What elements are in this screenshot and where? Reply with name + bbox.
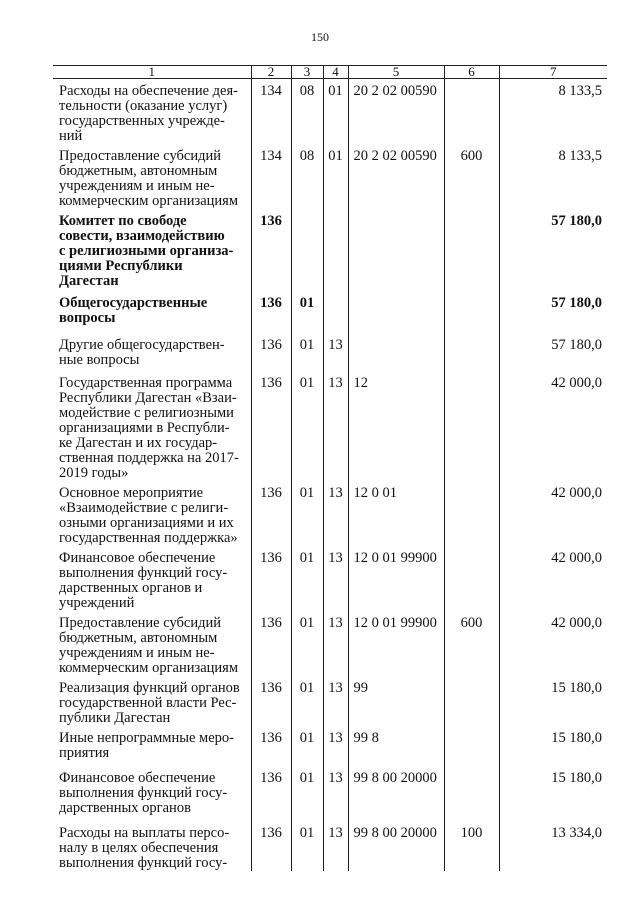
- section-code-cell: 08: [291, 79, 323, 145]
- row-name-line: государственная поддержка»: [59, 530, 238, 546]
- row-name-cell: [53, 209, 251, 291]
- row-name-cell: [53, 676, 251, 726]
- subsection-code-cell: 13: [323, 766, 348, 821]
- row-name-line: государственных учрежде-: [59, 113, 225, 129]
- row-name-line: бюджетным, автономным: [59, 630, 218, 646]
- row-name-line: Комитет по свободе: [59, 213, 187, 229]
- subsection-code-cell: 01: [323, 79, 348, 145]
- row-name-line: налу в целях обеспечения: [59, 840, 219, 856]
- expense-type-cell: 100: [444, 821, 499, 871]
- subsection-code-cell: 13: [323, 676, 348, 726]
- row-name-line: вопросы: [59, 310, 116, 326]
- row-name-line: озными организациями и их: [59, 515, 234, 531]
- section-code-cell: 01: [291, 333, 323, 371]
- row-name-line: ные вопросы: [59, 352, 140, 368]
- row-name-line: государственной власти Рес-: [59, 695, 237, 711]
- row-name-line: дарственных органов: [59, 800, 191, 816]
- target-article-cell: 12: [348, 371, 444, 481]
- subsection-code-cell: [323, 291, 348, 333]
- table-row: [53, 821, 607, 871]
- admin-code-cell: 136: [251, 766, 291, 821]
- subsection-code-cell: 13: [323, 333, 348, 371]
- row-name-line: с религиозными организа-: [59, 243, 234, 259]
- amount-cell: 57 180,0: [499, 291, 607, 333]
- table-row: [53, 611, 607, 676]
- header-col-2: 2: [251, 66, 291, 79]
- target-article-cell: 12 0 01 99900: [348, 611, 444, 676]
- admin-code-cell: 136: [251, 611, 291, 676]
- admin-code-cell: 134: [251, 79, 291, 145]
- row-name-line: модействие с религиозными: [59, 405, 234, 421]
- row-name-line: выполнения функций госу-: [59, 785, 228, 801]
- expense-type-cell: [444, 766, 499, 821]
- subsection-code-cell: 13: [323, 371, 348, 481]
- row-name-line: «Взаимодействие с религи-: [59, 500, 229, 516]
- section-code-cell: [291, 209, 323, 291]
- admin-code-cell: 136: [251, 371, 291, 481]
- row-name-cell: [53, 546, 251, 611]
- amount-cell: 8 133,5: [499, 144, 607, 209]
- amount-cell: 15 180,0: [499, 676, 607, 726]
- amount-cell: 57 180,0: [499, 333, 607, 371]
- subsection-code-cell: 13: [323, 726, 348, 766]
- row-name-line: Реализация функций органов: [59, 680, 240, 696]
- expense-type-cell: [444, 481, 499, 546]
- row-name-line: Государственная программа: [59, 375, 233, 391]
- row-name-cell: [53, 144, 251, 209]
- row-name-line: ственная поддержка на 2017-: [59, 450, 239, 466]
- header-col-4: 4: [323, 66, 348, 79]
- subsection-code-cell: 13: [323, 546, 348, 611]
- expense-type-cell: 600: [444, 144, 499, 209]
- row-name-line: тельности (оказание услуг): [59, 98, 228, 114]
- row-name-line: Предоставление субсидий: [59, 615, 222, 631]
- page-number: 150: [311, 30, 329, 44]
- row-name-line: бюджетным, автономным: [59, 163, 218, 179]
- amount-cell: 57 180,0: [499, 209, 607, 291]
- subsection-code-cell: 13: [323, 481, 348, 546]
- subsection-code-cell: 01: [323, 144, 348, 209]
- table-row: [53, 333, 607, 371]
- table-row: [53, 766, 607, 821]
- amount-cell: 42 000,0: [499, 546, 607, 611]
- amount-cell: 15 180,0: [499, 766, 607, 821]
- row-name-line: приятия: [59, 745, 110, 761]
- row-name-line: Расходы на обеспечение дея-: [59, 83, 238, 99]
- target-article-cell: [348, 333, 444, 371]
- row-name-line: Основное мероприятие: [59, 485, 204, 501]
- expense-type-cell: [444, 79, 499, 145]
- expense-type-cell: [444, 333, 499, 371]
- header-col-3: 3: [291, 66, 323, 79]
- admin-code-cell: 136: [251, 481, 291, 546]
- subsection-code-cell: 13: [323, 611, 348, 676]
- admin-code-cell: 134: [251, 144, 291, 209]
- row-name-line: Другие общегосударствен-: [59, 337, 225, 353]
- expense-type-cell: [444, 726, 499, 766]
- row-name-line: циями Республики: [59, 258, 183, 274]
- row-name-line: выполнения функций госу-: [59, 855, 228, 871]
- row-name-cell: [53, 821, 251, 871]
- row-name-line: учреждениям и иным не-: [59, 645, 215, 661]
- admin-code-cell: 136: [251, 821, 291, 871]
- admin-code-cell: 136: [251, 209, 291, 291]
- section-code-cell: 08: [291, 144, 323, 209]
- amount-cell: 42 000,0: [499, 371, 607, 481]
- row-name-cell: [53, 726, 251, 766]
- row-name-line: Иные непрограммные меро-: [59, 730, 234, 746]
- table-body: [53, 79, 607, 872]
- row-name-cell: [53, 611, 251, 676]
- row-name-line: публики Дагестан: [59, 710, 171, 726]
- target-article-cell: 20 2 02 00590: [348, 144, 444, 209]
- header-col-1: 1: [53, 66, 251, 79]
- row-name-line: ке Дагестан и их государ-: [59, 435, 218, 451]
- row-name-line: учреждениям и иным не-: [59, 178, 215, 194]
- row-name-line: 2019 годы»: [59, 465, 129, 481]
- table-row: [53, 676, 607, 726]
- section-code-cell: 01: [291, 481, 323, 546]
- table-row: [53, 79, 607, 145]
- target-article-cell: 20 2 02 00590: [348, 79, 444, 145]
- table-row: [53, 371, 607, 481]
- table-row: [53, 291, 607, 333]
- admin-code-cell: 136: [251, 726, 291, 766]
- target-article-cell: 99 8: [348, 726, 444, 766]
- target-article-cell: 12 0 01 99900: [348, 546, 444, 611]
- expense-type-cell: 600: [444, 611, 499, 676]
- section-code-cell: 01: [291, 821, 323, 871]
- row-name-cell: [53, 333, 251, 371]
- amount-cell: 13 334,0: [499, 821, 607, 871]
- row-name-line: Финансовое обеспечение: [59, 550, 216, 566]
- admin-code-cell: 136: [251, 333, 291, 371]
- table-header-row: [53, 66, 607, 79]
- admin-code-cell: 136: [251, 676, 291, 726]
- row-name-line: Республики Дагестан «Взаи-: [59, 390, 237, 406]
- row-name-line: ний: [59, 128, 83, 144]
- expense-type-cell: [444, 676, 499, 726]
- header-col-5: 5: [348, 66, 444, 79]
- section-code-cell: 01: [291, 766, 323, 821]
- target-article-cell: 99 8 00 20000: [348, 766, 444, 821]
- amount-cell: 8 133,5: [499, 79, 607, 145]
- amount-cell: 15 180,0: [499, 726, 607, 766]
- row-name-line: Общегосударственные: [59, 295, 208, 311]
- table-row: [53, 144, 607, 209]
- target-article-cell: 99: [348, 676, 444, 726]
- row-name-line: коммерческим организациям: [59, 660, 239, 676]
- row-name-line: коммерческим организациям: [59, 193, 239, 209]
- expense-type-cell: [444, 371, 499, 481]
- subsection-code-cell: [323, 209, 348, 291]
- row-name-cell: [53, 481, 251, 546]
- expense-type-cell: [444, 546, 499, 611]
- header-col-7: 7: [499, 66, 607, 79]
- table-row: [53, 546, 607, 611]
- amount-cell: 42 000,0: [499, 611, 607, 676]
- target-article-cell: 99 8 00 20000: [348, 821, 444, 871]
- expense-type-cell: [444, 209, 499, 291]
- section-code-cell: 01: [291, 546, 323, 611]
- row-name-line: организациями в Республи-: [59, 420, 230, 436]
- row-name-line: учреждений: [59, 595, 135, 611]
- section-code-cell: 01: [291, 291, 323, 333]
- row-name-cell: [53, 371, 251, 481]
- section-code-cell: 01: [291, 676, 323, 726]
- budget-table: [53, 65, 607, 871]
- section-code-cell: 01: [291, 611, 323, 676]
- table-row: [53, 726, 607, 766]
- subsection-code-cell: 13: [323, 821, 348, 871]
- row-name-line: Расходы на выплаты персо-: [59, 825, 230, 841]
- section-code-cell: 01: [291, 371, 323, 481]
- target-article-cell: 12 0 01: [348, 481, 444, 546]
- row-name-line: выполнения функций госу-: [59, 565, 228, 581]
- table-row: [53, 209, 607, 291]
- row-name-line: Финансовое обеспечение: [59, 770, 216, 786]
- amount-cell: 42 000,0: [499, 481, 607, 546]
- row-name-line: дарственных органов и: [59, 580, 203, 596]
- row-name-cell: [53, 291, 251, 333]
- expense-type-cell: [444, 291, 499, 333]
- table-row: [53, 481, 607, 546]
- section-code-cell: 01: [291, 726, 323, 766]
- row-name-line: Предоставление субсидий: [59, 148, 222, 164]
- row-name-line: Дагестан: [59, 273, 119, 289]
- admin-code-cell: 136: [251, 546, 291, 611]
- header-col-6: 6: [444, 66, 499, 79]
- row-name-cell: [53, 79, 251, 145]
- target-article-cell: [348, 291, 444, 333]
- row-name-line: совести, взаимодействию: [59, 228, 225, 244]
- target-article-cell: [348, 209, 444, 291]
- admin-code-cell: 136: [251, 291, 291, 333]
- row-name-cell: [53, 766, 251, 821]
